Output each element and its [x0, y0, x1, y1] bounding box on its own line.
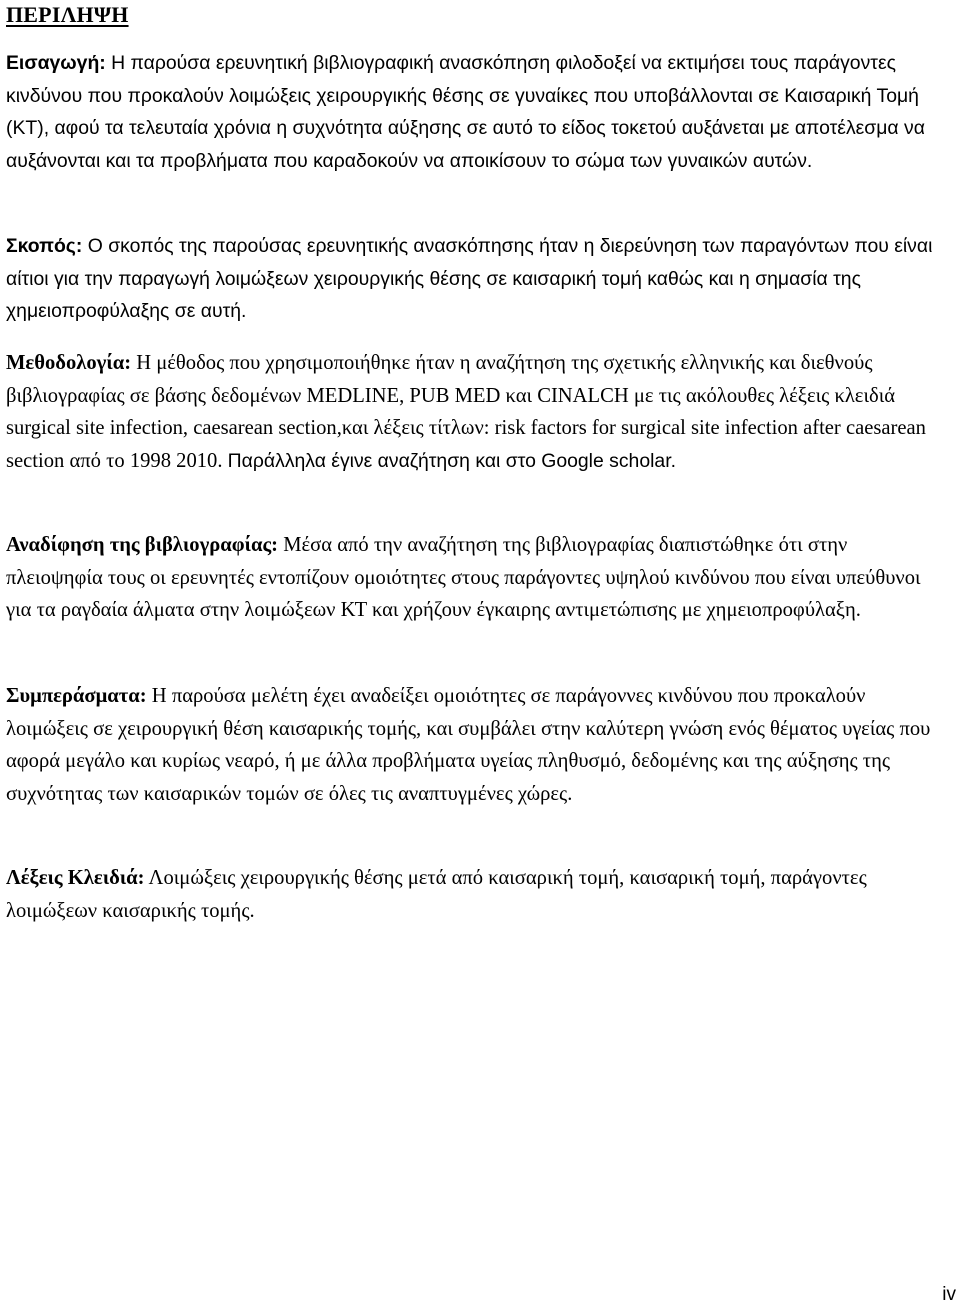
aim-paragraph [6, 230, 946, 328]
introduction-label: Εισαγωγή: [6, 52, 106, 74]
conclusions-section [6, 680, 946, 811]
keywords-section [6, 862, 946, 927]
methodology-paragraph [6, 347, 946, 477]
literature-review-label: Αναδίφηση της βιβλιογραφίας: [6, 534, 279, 556]
page-title: ΠΕΡΙΛΗΨΗ [6, 2, 129, 27]
conclusions-label: Συμπεράσματα: [6, 685, 147, 707]
methodology-section [6, 347, 946, 477]
aim-text: Ο σκοπός της παρούσας ερευνητικής ανασκόπησης ήταν η διερεύνηση των παραγόντων που είναι αίτιοι για την παραγωγή λοιμώξεων χειρουργικής θέσης σε καισαρική τομή καθώς και η σημασία της χημειοπροφύλαξης σε αυτή. [6, 235, 933, 322]
methodology-text-tail: Παράλληλα έγινε αναζήτηση και στο Google scholar. [227, 449, 676, 472]
literature-review-text: Μέσα από την αναζήτηση της βιβλιογραφίας διαπιστώθηκε ότι στην πλειοψηφία τους οι ερευνητές εντοπίζουν ομοιότητες στους παράγοντες υψηλού κινδύνου που είναι υπεύθυνοι για τα ραγδαία άλματα στην λοιμώξεων ΚΤ και χρήζουν έγκαιρης αντιμετώπισης με χημειοπροφύλαξη. [6, 534, 921, 622]
keywords-text: Λοιμώξεις χειρουργικής θέσης μετά από καισαρική τομή, καισαρική τομή, παράγοντες λοιμώξεων καισαρικής τομής. [6, 867, 867, 922]
conclusions-paragraph [6, 680, 946, 811]
keywords-paragraph [6, 862, 946, 927]
literature-review-paragraph [6, 529, 946, 627]
introduction-paragraph [6, 47, 946, 177]
page-number: iv [942, 1284, 956, 1305]
introduction-section [6, 47, 946, 177]
aim-label: Σκοπός: [6, 235, 83, 257]
literature-review-section [6, 529, 946, 627]
keywords-label: Λέξεις Κλειδιά: [6, 867, 145, 889]
aim-section [6, 230, 946, 328]
methodology-label: Μεθοδολογία: [6, 352, 132, 374]
introduction-text: Η παρούσα ερευνητική βιβλιογραφική ανασκόπηση φιλοδοξεί να εκτιμήσει τους παράγοντες κινδύνου που προκαλούν λοιμώξεις χειρουργικής θέσης σε γυναίκες που υποβάλλονται σε Καισαρική Τομή (ΚΤ), αφού τα τελευταία χρόνια η συχνότητα αύξησης σε αυτό το είδος τοκετού αυξάνεται με αποτέλεσμα να αυξάνονται και τα προβλήματα που καραδοκούν να αποικίσουν το σώμα των γυναικών αυτών. [6, 52, 925, 172]
methodology-text: Η μέθοδος που χρησιμοποιήθηκε ήταν η αναζήτηση της σχετικής ελληνικής και διεθνούς βιβλιογραφίας σε βάσης δεδομένων MEDLINE, PUB MED και CINALCH με τις ακόλουθες λέξεις κλειδιά surgical site infection, caesarean section,και λέξεις τίτλων: risk factors for surgical site infection after caesarean section από το 1998 2010. [6, 352, 926, 472]
conclusions-text: Η παρούσα μελέτη έχει αναδείξει ομοιότητες σε παράγοννες κινδύνου που προκαλούν λοιμώξεις σε χειρουργική θέση καισαρικής τομής, και συμβάλει στην καλύτερη γνώση ενός θέματος υγείας που αφορά μεγάλο και κυρίως νεαρό, ή με άλλα προβλήματα υγείας πληθυσμό, δεδομένης και της αύξησης της συχνότητας των καισαρικών τομών σε όλες τις αναπτυγμένες χώρες. [6, 685, 931, 806]
